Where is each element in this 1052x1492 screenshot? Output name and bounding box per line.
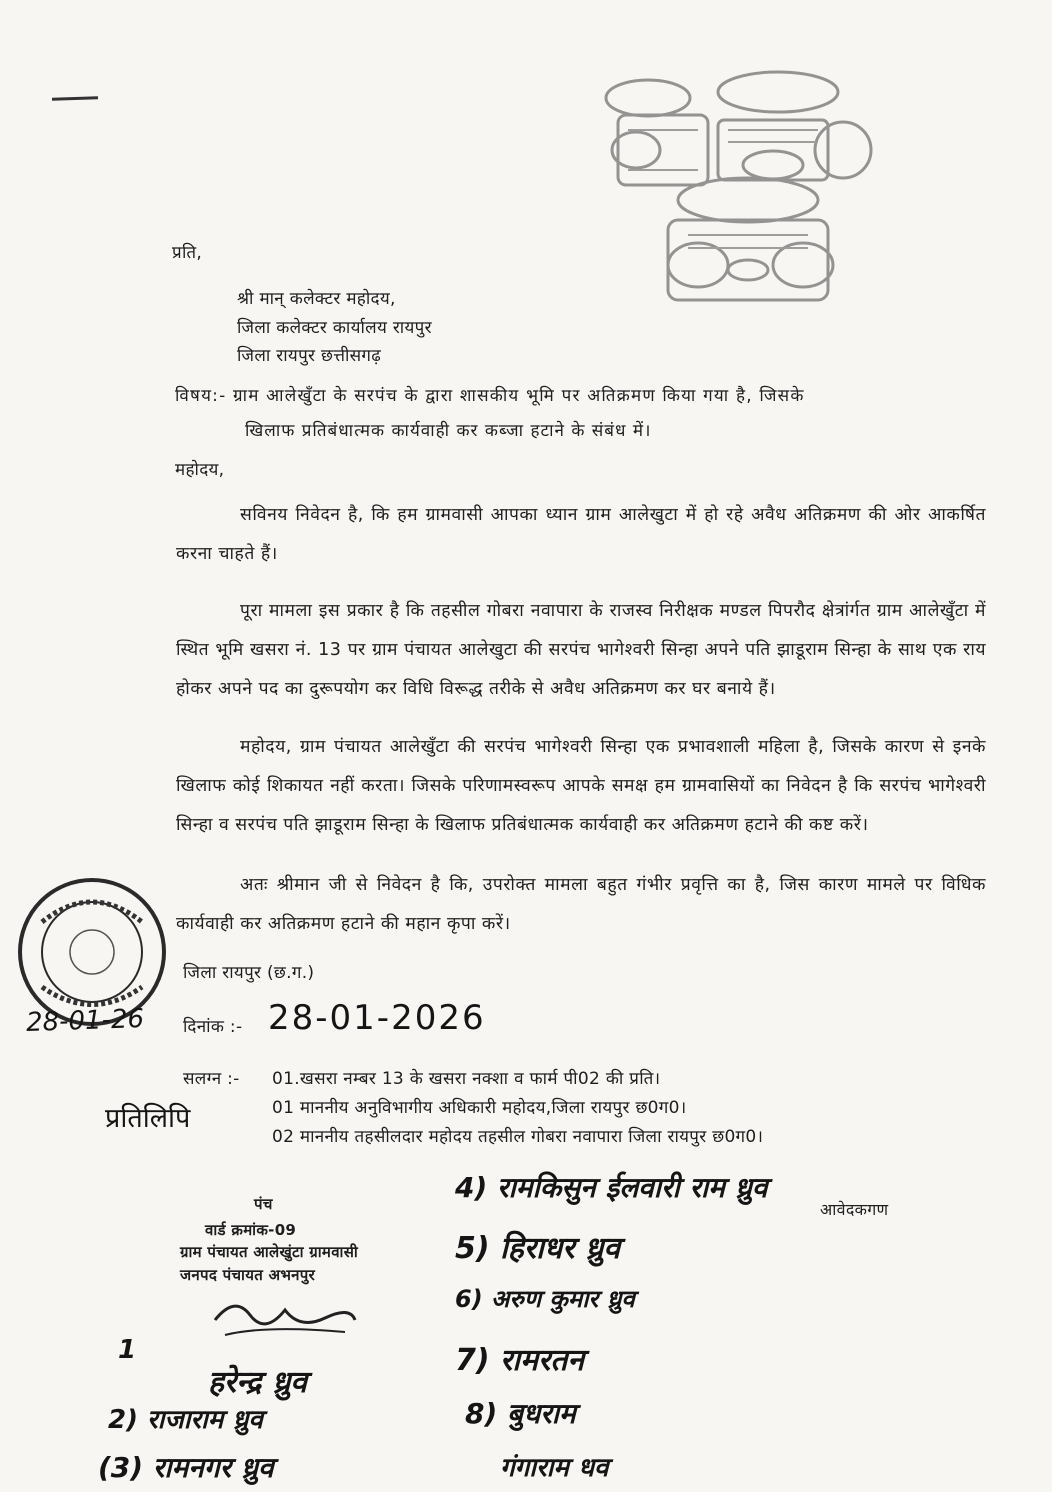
copy-item-2: 02 माननीय तहसीलदार महोदय तहसील गोबरा नवापारा जिला रायपुर छ0ग0। bbox=[272, 1127, 764, 1147]
signature-1-name: हरेन्द्र ध्रुव bbox=[208, 1365, 307, 1400]
subject-line-2: खिलाफ प्रतिबंधात्मक कार्यवाही कर कब्जा हटाने के संबंध में। bbox=[245, 421, 652, 441]
signature-1-num: 1 bbox=[118, 1335, 137, 1365]
applicant-label: आवेदकगण bbox=[820, 1200, 889, 1219]
signature-4-name: रामकिसुन ईलवारी राम ध्रुव bbox=[497, 1171, 768, 1204]
recipient-line-3: जिला रायपुर छत्तीसगढ़ bbox=[237, 346, 382, 366]
signature-3-num: 3 bbox=[110, 1451, 131, 1484]
place: जिला रायपुर (छ.ग.) bbox=[183, 963, 315, 983]
paragraph-2: पूरा मामला इस प्रकार है कि तहसील गोबरा नवापारा के राजस्व निरीक्षक मण्डल पिपरौद क्षेत्रांर्गत ग्राम आलेखुँटा में स्थित भूमि खसरा नं. 13 पर ग्राम पंचायत आलेखुटा की सरपंच भागेश्वरी सिन्हा अपने पति झाडूराम सिन्हा के साथ एक राय होकर अपने पद का दुरूपयोग कर विधि विरूद्ध तरीके से अवैध अतिक्रमण कर घर बनाये हैं। bbox=[176, 601, 986, 699]
signature-8: 8) बुधराम bbox=[465, 1397, 576, 1430]
copy-item-1: 01 माननीय अनुविभागीय अधिकारी महोदय,जिला रायपुर छ0ग0। bbox=[272, 1098, 687, 1118]
signature-2-name: राजाराम ध्रुव bbox=[147, 1405, 263, 1435]
signature-5: 5) हिराधर ध्रुव bbox=[455, 1231, 621, 1266]
salutation: महोदय, bbox=[175, 460, 225, 480]
paragraph-3: महोदय, ग्राम पंचायत आलेखुँटा की सरपंच भागेश्वरी सिन्हा एक प्रभावशाली महिला है, जिसके कारण से इनके खिलाफ कोई शिकायत नहीं करता। जिसके परिणामस्वरूप आपके समक्ष हम ग्रामवासियों का निवेदन है कि सरपंच भागेश्वरी सिन्हा व सरपंच पति झाडूराम सिन्हा के खिलाफ प्रतिबंधात्मक कार्यवाही कर अतिक्रमण हटाने की कष्ट करें। bbox=[176, 737, 986, 835]
paragraph-4: अतः श्रीमान जी से निवेदन है कि, उपरोक्त मामला बहुत गंभीर प्रवृत्ति का है, जिस कारण मामले पर विधिक कार्यवाही कर अतिक्रमण हटाने की महान कृपा करें। bbox=[176, 875, 986, 934]
signature-5-name: हिराधर ध्रुव bbox=[500, 1231, 621, 1266]
signature-3-name: रामनगर ध्रुव bbox=[152, 1451, 274, 1484]
signature-8-name: बुधराम bbox=[507, 1397, 576, 1430]
enclosure-label: सलग्न :- bbox=[183, 1069, 240, 1089]
panch-title: पंच bbox=[254, 1195, 273, 1213]
signature-6: 6) अरुण कुमार ध्रुव bbox=[455, 1285, 635, 1313]
copy-label-handwritten: प्रतिलिपि bbox=[105, 1103, 191, 1134]
signature-7-name: रामरतन bbox=[500, 1343, 585, 1378]
signature-4: 4) रामकिसुन ईलवारी राम ध्रुव bbox=[455, 1171, 768, 1204]
signature-5-num: 5 bbox=[455, 1231, 476, 1266]
signature-7-num: 7 bbox=[455, 1343, 476, 1378]
panch-gram-panchayat: ग्राम पंचायत आलेखुंटा ग्रामवासी bbox=[180, 1243, 359, 1261]
signature-2-num: 2 bbox=[108, 1405, 127, 1435]
to-label: प्रति, bbox=[172, 243, 203, 263]
date-label: दिनांक :- bbox=[183, 1017, 243, 1037]
signature-4-num: 4 bbox=[455, 1171, 475, 1204]
scan-mark bbox=[52, 96, 98, 101]
paragraph-1: सविनय निवेदन है, कि हम ग्रामवासी आपका ध्यान ग्राम आलेखुटा में हो रहे अवैध अतिक्रमण की ओर आकर्षित करना चाहते हैं। bbox=[176, 505, 986, 564]
enclosure-item: 01.खसरा नम्बर 13 के खसरा नक्शा व फार्म पी02 की प्रति। bbox=[272, 1069, 661, 1089]
panch-janpad: जनपद पंचायत अभनपुर bbox=[180, 1266, 316, 1284]
signature-8-num: 8 bbox=[465, 1397, 485, 1430]
signature-9-name: गंगाराम धव bbox=[500, 1453, 609, 1483]
official-seal-cluster bbox=[598, 70, 898, 315]
recipient-line-2: जिला कलेक्टर कार्यालय रायपुर bbox=[237, 318, 432, 338]
subject-line-1: विषय:- ग्राम आलेखुँटा के सरपंच के द्वारा शासकीय भूमि पर अतिक्रमण किया गया है, जिसके bbox=[175, 386, 805, 406]
signature-2: 2) राजाराम ध्रुव bbox=[108, 1405, 263, 1435]
date-handwritten: 28-01-2026 bbox=[268, 998, 486, 1038]
panch-signature-scribble bbox=[205, 1290, 365, 1345]
signature-6-num: 6 bbox=[455, 1285, 472, 1313]
signature-6-name: अरुण कुमार ध्रुव bbox=[491, 1285, 635, 1313]
signature-7: 7) रामरतन bbox=[455, 1343, 585, 1378]
recipient-line-1: श्री मान् कलेक्टर महोदय, bbox=[237, 289, 396, 309]
signature-3: (3) रामनगर ध्रुव bbox=[98, 1451, 274, 1484]
panch-ward: वार्ड क्रमांक-09 bbox=[205, 1221, 297, 1239]
stamp-date-handwritten: 28-01-26 bbox=[25, 1003, 145, 1039]
